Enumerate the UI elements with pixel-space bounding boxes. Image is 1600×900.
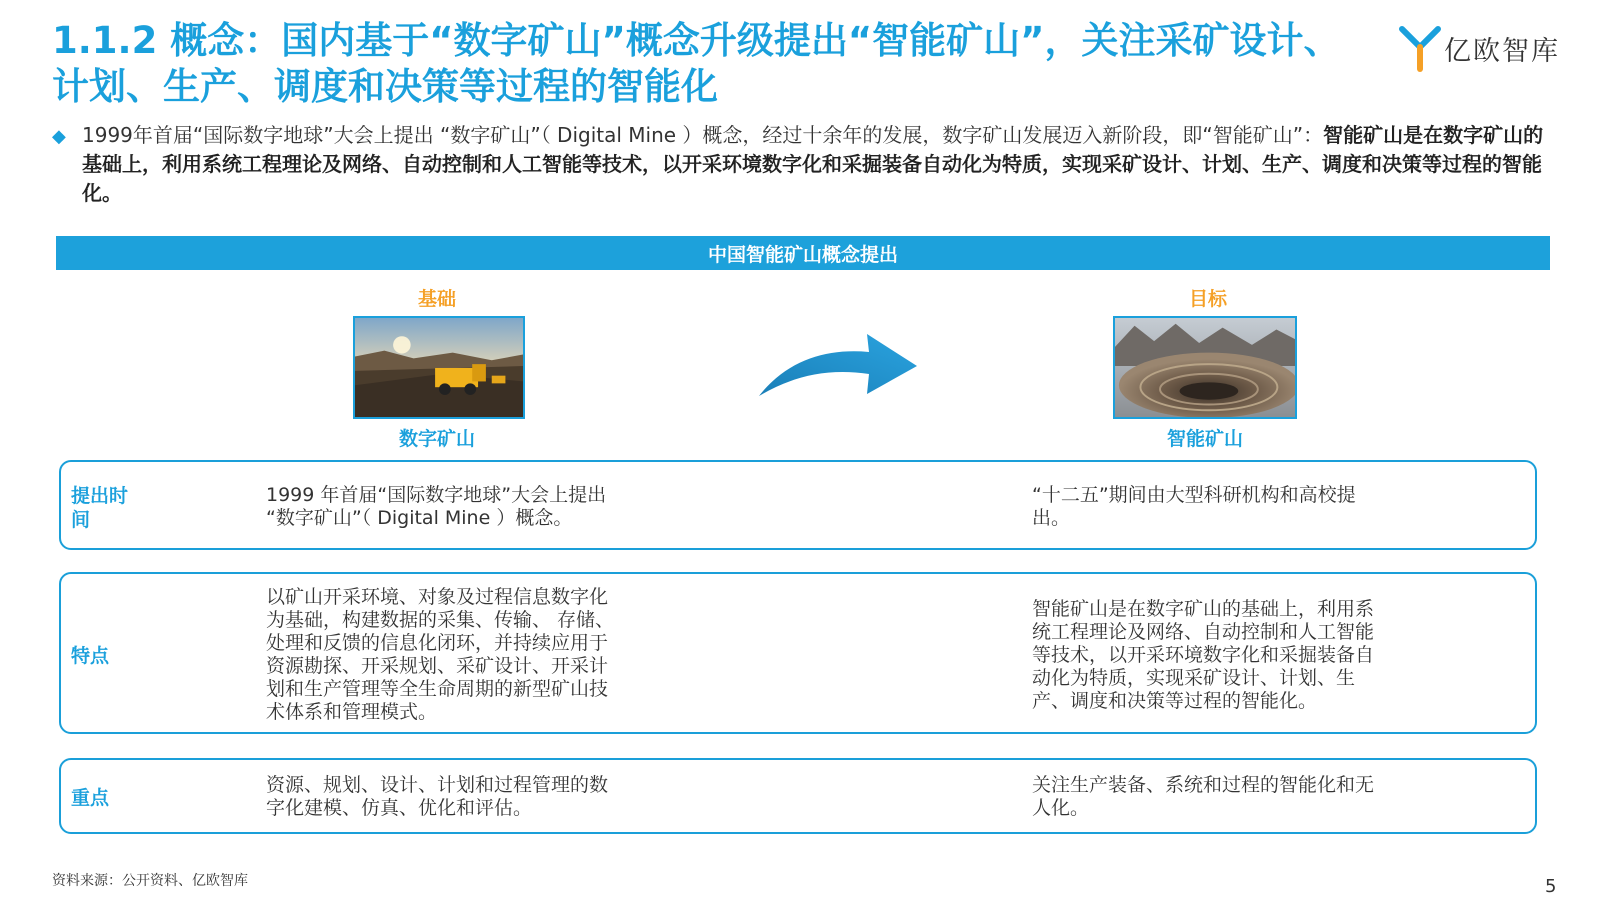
row-right-text: 智能矿山是在数字矿山的基础上，利用系统工程理论及网络、自动控制和人工智能等技术，以开采环境数字化和采掘装备自动化为特质，实现采矿设计、计划、生产、调度和决策等过程的智能化。 xyxy=(1032,598,1375,712)
row-right-text: “十二五”期间由大型科研机构和高校提出。 xyxy=(1032,484,1356,529)
row-left-text: 以矿山开采环境、对象及过程信息数字化为基础，构建数据的采集、传输、 存储、处理和反馈的信息化闭环，并持续应用于资源勘探、开采规划、采矿设计、开采计划和生产管理等全生命周期的新型矿山技术体系和管理模式。 xyxy=(266,586,615,723)
open-pit-mine-photo xyxy=(1113,316,1297,419)
row-proposal-time xyxy=(59,460,1537,550)
row-focus xyxy=(59,758,1537,834)
row-features xyxy=(59,572,1537,734)
mining-truck-photo xyxy=(353,316,525,419)
page-title: 1.1.2 概念：国内基于“数字矿山”概念升级提出“智能矿山”，关注采矿设计、计划、生产、调度和决策等过程的智能化 xyxy=(52,19,1341,108)
row-left-text: 资源、规划、设计、计划和过程管理的数字化建模、仿真、优化和评估。 xyxy=(266,774,609,819)
row-left-text: 1999 年首届“国际数字地球”大会上提出 “数字矿山”（ Digital Mine ）概念。 xyxy=(266,484,607,529)
page-number: 5 xyxy=(1545,876,1557,897)
label-goal: 目标 xyxy=(1188,288,1227,310)
intro-paragraph xyxy=(52,121,1562,208)
yiou-logo-icon xyxy=(1398,23,1442,73)
label-smart-mine: 智能矿山 xyxy=(1166,428,1243,450)
row-label: 特点 xyxy=(71,645,110,667)
row-right-text: 关注生产装备、系统和过程的智能化和无人化。 xyxy=(1032,774,1375,819)
source-note: 资料来源：公开资料、亿欧智库 xyxy=(52,873,248,889)
brand-logo xyxy=(1398,22,1573,74)
label-basis: 基础 xyxy=(417,288,456,310)
intro-bold-text: 智能矿山是在数字矿山的基础上，利用系统工程理论及网络、自动控制和人工智能等技术，以开采环境数字化和采掘装备自动化为特质，实现采矿设计、计划、生产、调度和决策等过程的智能化。 xyxy=(82,123,1544,205)
intro-text: 1999年首届“国际数字地球”大会上提出 “数字矿山”（ Digital Mine ）概念，经过十余年的发展，数字矿山发展迈入新阶段，即“智能矿山”： xyxy=(82,123,1324,147)
logo-text: 亿欧智库 xyxy=(1444,35,1560,67)
label-digital-mine: 数字矿山 xyxy=(398,428,475,450)
row-label: 提出时间 xyxy=(71,485,129,531)
curved-arrow-right-icon xyxy=(757,330,921,398)
row-label: 重点 xyxy=(71,787,110,809)
section-banner: 中国智能矿山概念提出 xyxy=(56,236,1550,270)
diamond-bullet-icon: ◆ xyxy=(52,126,66,147)
